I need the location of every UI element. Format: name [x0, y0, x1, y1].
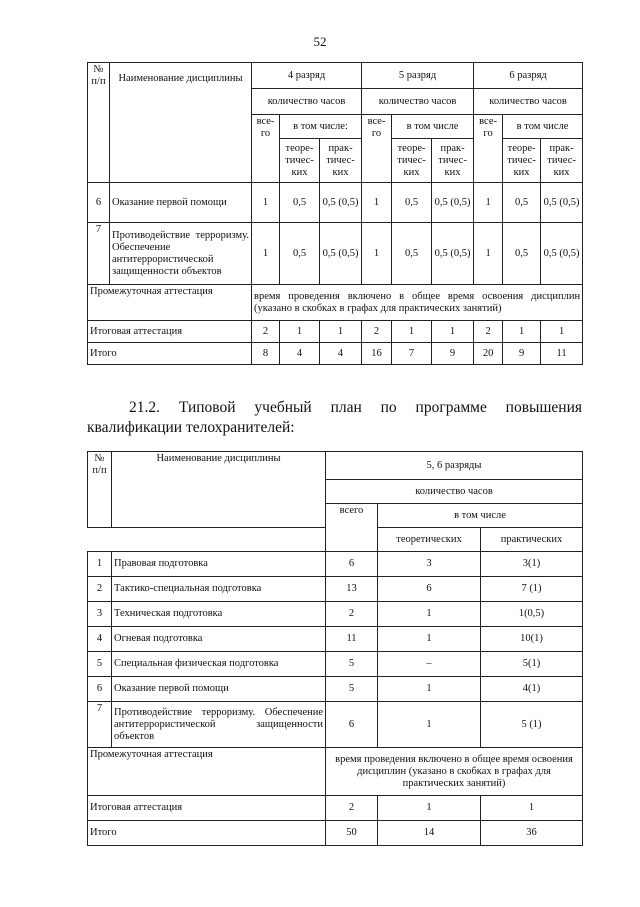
cell: 0,5 — [280, 183, 320, 223]
interim-attestation-label: Промежуточная аттестация — [88, 748, 326, 796]
row-num: 6 — [88, 677, 112, 702]
cell: 4 — [320, 343, 362, 365]
table-row — [88, 652, 583, 677]
table-row — [88, 627, 583, 652]
section-heading — [87, 398, 582, 438]
header-total: все-го — [252, 115, 280, 183]
header-practice: прак-тичес-ких — [320, 139, 362, 183]
cell: 1 — [378, 796, 481, 821]
header-practice: практических — [481, 528, 583, 552]
cell: 5(1) — [481, 652, 583, 677]
cell: 2 — [326, 796, 378, 821]
header-including: в том числе — [392, 115, 474, 139]
page-number: 52 — [313, 34, 327, 49]
header-theory: теоре-тичес-ких — [280, 139, 320, 183]
cell: 0,5 — [280, 223, 320, 285]
header-num: № п/п — [88, 452, 112, 528]
row-discipline: Противодействие терроризму. Обеспечение антитеррористической защищенности объектов — [110, 223, 252, 285]
cell: 4(1) — [481, 677, 583, 702]
cell: 0,5 (0,5) — [320, 223, 362, 285]
cell: 14 — [378, 821, 481, 846]
cell: 1 — [378, 602, 481, 627]
header-total: все-го — [362, 115, 392, 183]
header-total: всего — [326, 504, 378, 552]
cell: 0,5 — [503, 183, 541, 223]
total-label: Итого — [88, 821, 326, 846]
table-row — [88, 577, 583, 602]
cell: 2 — [362, 321, 392, 343]
header-total: все-го — [474, 115, 503, 183]
cell: 6 — [326, 552, 378, 577]
cell: 1 — [320, 321, 362, 343]
cell: 1 — [432, 321, 474, 343]
cell: 10(1) — [481, 627, 583, 652]
final-attestation-label: Итоговая аттестация — [88, 796, 326, 821]
table-row — [88, 677, 583, 702]
cell: 0,5 (0,5) — [320, 183, 362, 223]
header-hours: количество часов — [474, 89, 583, 115]
header-grade-4: 4 разряд — [252, 63, 362, 89]
cell: 1 — [252, 223, 280, 285]
row-num: 5 — [88, 652, 112, 677]
cell: 9 — [503, 343, 541, 365]
cell: 6 — [326, 702, 378, 748]
cell: 1 — [362, 183, 392, 223]
cell: 2 — [326, 602, 378, 627]
cell: 11 — [326, 627, 378, 652]
cell: 0,5 — [503, 223, 541, 285]
table-row — [88, 223, 583, 285]
cell: 0,5 — [392, 183, 432, 223]
row-discipline: Тактико-специальная подготовка — [112, 577, 326, 602]
total-label: Итого — [88, 343, 252, 365]
cell: 1 — [378, 702, 481, 748]
cell: 1 — [378, 677, 481, 702]
cell: 5 — [326, 677, 378, 702]
table-row — [88, 602, 583, 627]
table-row — [88, 285, 583, 321]
cell: 6 — [378, 577, 481, 602]
table-row — [88, 748, 583, 796]
row-num: 3 — [88, 602, 112, 627]
cell: 7 — [392, 343, 432, 365]
cell: 0,5 (0,5) — [432, 183, 474, 223]
row-num: 4 — [88, 627, 112, 652]
cell: 2 — [252, 321, 280, 343]
cell: 8 — [252, 343, 280, 365]
cell: 4 — [280, 343, 320, 365]
row-num: 1 — [88, 552, 112, 577]
cell: 1 — [541, 321, 583, 343]
cell: 1 — [280, 321, 320, 343]
cell: 0,5 — [392, 223, 432, 285]
cell: – — [378, 652, 481, 677]
cell: 5 (1) — [481, 702, 583, 748]
header-theory: теоре-тичес-ких — [503, 139, 541, 183]
cell: 5 — [326, 652, 378, 677]
table-row — [88, 821, 583, 846]
header-grade-6: 6 разряд — [474, 63, 583, 89]
cell: 3 — [378, 552, 481, 577]
row-discipline: Противодействие терроризму. Обеспечение антитеррористической защищенности объектов — [112, 702, 326, 748]
cell: 2 — [474, 321, 503, 343]
header-practice: прак-тичес-ких — [432, 139, 474, 183]
header-grade-5: 5 разряд — [362, 63, 474, 89]
header-including: в том числе — [503, 115, 583, 139]
header-hours: количество часов — [326, 480, 583, 504]
cell: 1 — [252, 183, 280, 223]
curriculum-table-grades-4-6 — [87, 62, 583, 365]
cell: 9 — [432, 343, 474, 365]
cell: 1 — [392, 321, 432, 343]
section-heading-text: 21.2. Типовой учебный план по программе повышения квалификации телохранителей: — [87, 399, 582, 436]
cell: 1 — [474, 223, 503, 285]
cell: 1 — [362, 223, 392, 285]
header-theory: теоретических — [378, 528, 481, 552]
cell: 3(1) — [481, 552, 583, 577]
table-row — [88, 702, 583, 748]
header-discipline: Наименование дисциплины — [110, 63, 252, 183]
cell: 1 — [474, 183, 503, 223]
cell: 0,5 (0,5) — [541, 183, 583, 223]
header-hours: количество часов — [252, 89, 362, 115]
header-grades: 5, 6 разряды — [326, 452, 583, 480]
row-discipline: Оказание первой помощи — [110, 183, 252, 223]
interim-attestation-note: время проведения включено в общее время освоения дисциплин (указано в скобках в графах для практических занятий) — [252, 285, 583, 321]
cell: 1 — [481, 796, 583, 821]
row-num: 7 — [88, 223, 110, 285]
table-row — [88, 796, 583, 821]
header-num: № п/п — [88, 63, 110, 183]
header-hours: количество часов — [362, 89, 474, 115]
header-practice: прак-тичес-ких — [541, 139, 583, 183]
cell: 36 — [481, 821, 583, 846]
final-attestation-label: Итоговая аттестация — [88, 321, 252, 343]
cell: 13 — [326, 577, 378, 602]
row-discipline: Правовая подготовка — [112, 552, 326, 577]
interim-attestation-note: время проведения включено в общее время освоения дисциплин (указано в скобках в графах для практических занятий) — [326, 748, 583, 796]
curriculum-table-grades-5-6 — [87, 451, 583, 846]
row-num: 2 — [88, 577, 112, 602]
header-including: в том числе: — [280, 115, 362, 139]
cell: 50 — [326, 821, 378, 846]
table-row — [88, 343, 583, 365]
row-discipline: Оказание первой помощи — [112, 677, 326, 702]
table-row — [88, 552, 583, 577]
table-row — [88, 183, 583, 223]
row-num: 6 — [88, 183, 110, 223]
cell: 1 — [378, 627, 481, 652]
cell: 16 — [362, 343, 392, 365]
header-theory: теоре-тичес-ких — [392, 139, 432, 183]
header-discipline: Наименование дисциплины — [112, 452, 326, 528]
header-including: в том числе — [378, 504, 583, 528]
cell: 7 (1) — [481, 577, 583, 602]
cell: 11 — [541, 343, 583, 365]
cell: 0,5 (0,5) — [541, 223, 583, 285]
row-discipline: Специальная физическая подготовка — [112, 652, 326, 677]
cell: 1(0,5) — [481, 602, 583, 627]
row-num: 7 — [88, 702, 112, 748]
table-row — [88, 321, 583, 343]
row-discipline: Огневая подготовка — [112, 627, 326, 652]
cell: 1 — [503, 321, 541, 343]
cell: 0,5 (0,5) — [432, 223, 474, 285]
interim-attestation-label: Промежуточная аттестация — [88, 285, 252, 321]
row-discipline: Техническая подготовка — [112, 602, 326, 627]
cell: 20 — [474, 343, 503, 365]
